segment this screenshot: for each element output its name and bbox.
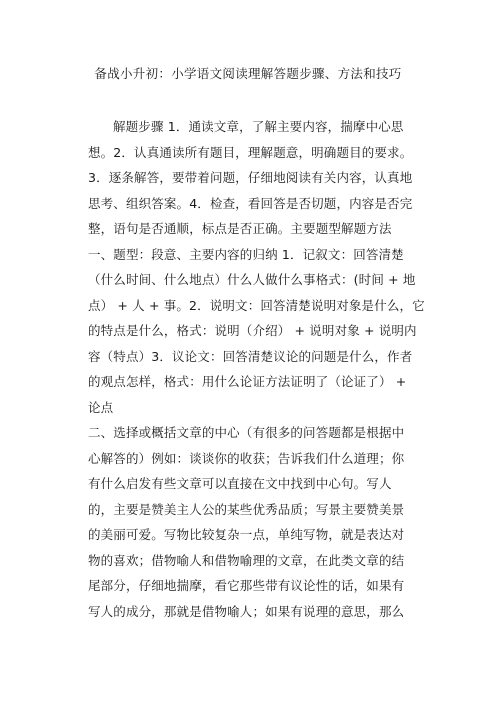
document-title: 备战小升初：小学语文阅读理解答题步骤、方法和技巧 [94, 66, 402, 81]
body-line: 容（特点）3．议论文：回答清楚议论的问题是什么，作者 [88, 348, 413, 364]
body-line: 物的喜欢；借物喻人和借物喻理的文章，在此类文章的结 [88, 552, 405, 568]
body-line: 的观点怎样，格式：用什么论证方法证明了（论证了） + [88, 374, 407, 389]
body-line: 3．逐条解答，要带着问题，仔细地阅读有关内容，认真地 [88, 170, 413, 185]
body-line: 写人的成分，那就是借物喻人；如果有说理的意思，那么 [88, 603, 405, 619]
body-line: 论点 [88, 399, 114, 415]
body-line: 的特点是什么，格式：说明（介绍） + 说明对象 + 说明内 [88, 323, 417, 338]
body-line: 一、题型：段意、主要内容的归纳 1．记叙文：回答清楚 [88, 246, 404, 262]
body-line: 有什么启发有些文章可以直接在文中找到中心句。写人 [88, 476, 392, 491]
body-line: 的，主要是赞美主人公的某些优秀品质；写景主要赞美景 [88, 501, 405, 517]
body-line: 尾部分，仔细地揣摩，看它那些带有议论性的话，如果有 [88, 578, 405, 593]
body-line: 的美丽可爱。写物比较复杂一点，单纯写物，就是表达对 [88, 527, 405, 542]
body-line: 想。2．认真通读所有题目，理解题意，明确题目的要求。 [88, 144, 413, 160]
body-line: （什么时间、什么地点）什么人做什么事格式：(时间 + 地 [88, 272, 416, 287]
body-line: 思考、组织答案。4．检查，看回答是否切题，内容是否完 [88, 195, 413, 211]
body-line: 点） + 人 + 事。2．说明文：回答清楚说明对象是什么，它 [88, 297, 425, 313]
body-line: 整，语句是否通顺，标点是否正确。主要题型解题方法 [88, 221, 392, 236]
body-line: 解题步骤 1．通读文章，了解主要内容，揣摩中心思 [113, 119, 404, 134]
document-body [88, 114, 425, 624]
body-line: 二、选择或概括文章的中心（有很多的问答题都是根据中 [88, 425, 405, 440]
body-line: 心解答的）例如：谈谈你的收获；告诉我们什么道理；你 [88, 450, 405, 466]
